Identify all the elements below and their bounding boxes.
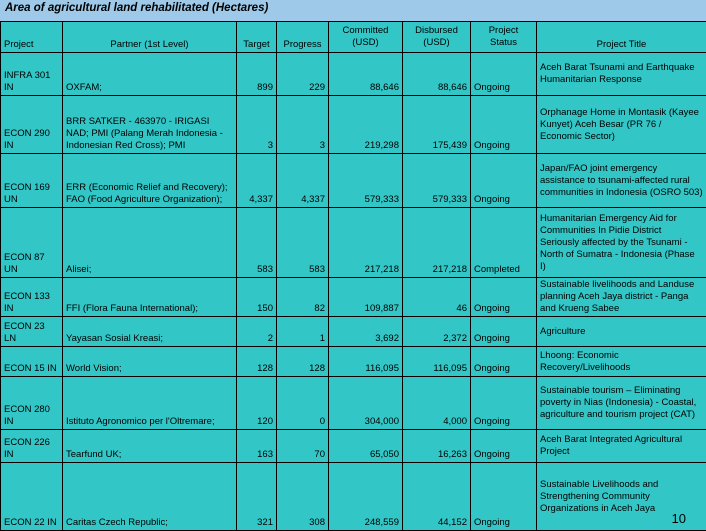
row-progress: 1 [277,317,329,347]
col-header-title: Project Title [537,22,706,53]
row-disbursed: 16,263 [403,430,471,463]
row-project-title: Aceh Barat Integrated Agricultural Project [537,430,706,463]
row-project-id: ECON 15 IN [1,347,63,377]
row-project-id: ECON 226 IN [1,430,63,463]
row-partner: Alisei; [63,208,237,278]
row-project-title: Lhoong: Economic Recovery/Livelihoods [537,347,706,377]
row-project-title: Sustainable tourism – Eliminating poverty in Nias (Indonesia) - Coastal, agriculture and tourism project (CAT) [537,377,706,430]
page-title: Area of agricultural land rehabilitated (Hectares) [5,2,268,14]
table-row [1,317,706,347]
row-project-id: ECON 87 UN [1,208,63,278]
col-header-disbursed: Disbursed (USD) [403,22,471,53]
row-project-title: Aceh Barat Tsunami and Earthquake Humanitarian Response [537,53,706,96]
row-status: Ongoing [471,430,537,463]
row-status: Ongoing [471,317,537,347]
row-project-id: ECON 133 IN [1,278,63,317]
row-committed: 88,646 [329,53,403,96]
row-status: Ongoing [471,377,537,430]
table-row [1,347,706,377]
row-status: Ongoing [471,347,537,377]
row-progress: 229 [277,53,329,96]
row-partner: ERR (Economic Relief and Recovery); FAO (Food Agriculture Organization); [63,154,237,208]
row-partner: Caritas Czech Republic; [63,463,237,531]
row-target: 120 [237,377,277,430]
row-project-title: Sustainable Livelihoods and Strengthening Community Organizations in Aceh Jaya [537,463,706,531]
col-header-project: Project [1,22,63,53]
row-committed: 219,298 [329,96,403,154]
row-target: 3 [237,96,277,154]
row-disbursed: 2,372 [403,317,471,347]
table-row [1,377,706,430]
row-partner: Tearfund UK; [63,430,237,463]
row-target: 899 [237,53,277,96]
row-target: 163 [237,430,277,463]
row-disbursed: 579,333 [403,154,471,208]
row-progress: 3 [277,96,329,154]
row-committed: 116,095 [329,347,403,377]
row-target: 321 [237,463,277,531]
row-project-id: ECON 280 IN [1,377,63,430]
row-project-title: Humanitarian Emergency Aid for Communities In Pidie District Seriously affected by the Tsunami - North of Sumatra - Indonesia (Phase I) [537,208,706,278]
row-disbursed: 217,218 [403,208,471,278]
row-target: 128 [237,347,277,377]
row-project-id: ECON 23 LN [1,317,63,347]
row-partner: Istituto Agronomico per l'Oltremare; [63,377,237,430]
row-project-title: Japan/FAO joint emergency assistance to tsunami-affected rural communities in Indonesia (OSRO 503) [537,154,706,208]
row-partner: FFI (Flora Fauna International); [63,278,237,317]
row-disbursed: 44,152 [403,463,471,531]
row-progress: 308 [277,463,329,531]
row-target: 4,337 [237,154,277,208]
row-partner: BRR SATKER - 463970 - IRIGASI NAD; PMI (Palang Merah Indonesia - Indonesian Red Cross); PMI [63,96,237,154]
row-progress: 82 [277,278,329,317]
row-disbursed: 46 [403,278,471,317]
row-project-title: Orphanage Home in Montasik (Kayee Kunyet) Aceh Besar (PR 76 / Economic Sector) [537,96,706,154]
row-committed: 248,559 [329,463,403,531]
row-progress: 70 [277,430,329,463]
col-header-progress: Progress [277,22,329,53]
header-row [1,22,706,53]
row-target: 2 [237,317,277,347]
row-committed: 65,050 [329,430,403,463]
col-header-partner: Partner (1st Level) [63,22,237,53]
row-disbursed: 4,000 [403,377,471,430]
row-project-id: ECON 290 IN [1,96,63,154]
row-status: Completed [471,208,537,278]
title-bar [0,0,706,22]
table-row [1,463,706,531]
row-disbursed: 175,439 [403,96,471,154]
row-status: Ongoing [471,53,537,96]
row-target: 583 [237,208,277,278]
table-row [1,208,706,278]
row-project-id: INFRA 301 IN [1,53,63,96]
row-partner: Yayasan Sosial Kreasi; [63,317,237,347]
row-status: Ongoing [471,96,537,154]
row-partner: OXFAM; [63,53,237,96]
row-disbursed: 88,646 [403,53,471,96]
row-status: Ongoing [471,278,537,317]
row-committed: 3,692 [329,317,403,347]
row-project-id: ECON 169 UN [1,154,63,208]
row-status: Ongoing [471,154,537,208]
row-progress: 583 [277,208,329,278]
row-status: Ongoing [471,463,537,531]
table-row [1,278,706,317]
row-project-id: ECON 22 IN [1,463,63,531]
col-header-target: Target [237,22,277,53]
col-header-status: Project Status [471,22,537,53]
projects-table [0,21,706,531]
row-project-title: Agriculture [537,317,706,347]
row-committed: 579,333 [329,154,403,208]
row-target: 150 [237,278,277,317]
table-row [1,96,706,154]
table-row [1,53,706,96]
row-project-title: Sustainable livelihoods and Landuse planning Aceh Jaya district - Panga and Krueng Sabee [537,278,706,317]
col-header-committed: Committed (USD) [329,22,403,53]
row-committed: 217,218 [329,208,403,278]
row-progress: 0 [277,377,329,430]
page-number: 10 [672,511,686,526]
row-progress: 4,337 [277,154,329,208]
table-row [1,154,706,208]
row-committed: 109,887 [329,278,403,317]
row-progress: 128 [277,347,329,377]
row-disbursed: 116,095 [403,347,471,377]
row-committed: 304,000 [329,377,403,430]
table-row [1,430,706,463]
row-partner: World Vision; [63,347,237,377]
